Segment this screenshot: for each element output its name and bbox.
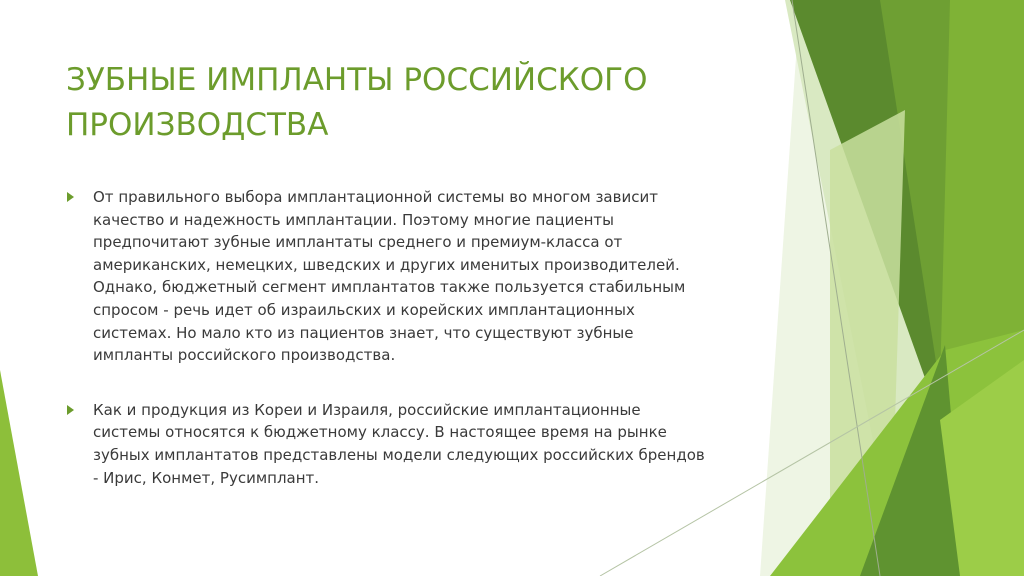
left-green-sliver xyxy=(0,370,38,576)
slide-body xyxy=(66,186,786,489)
bullet-item xyxy=(66,186,786,367)
bullet-text: От правильного выбора имплантационной системы во многом зависит качество и надежность имплантации. Поэтому многие пациенты предпочитают зубные имплантаты среднего и премиум-класса от американских, немецких, шведских и других именитых производителей. Однако, бюджетный сегмент имплантатов также пользуется стабильным спросом - речь идет об израильских и корейских имплантационных системах. Но мало кто из пациентов знает, что существуют зубные импланты российского производства. xyxy=(93,188,686,365)
bullet-arrow-icon xyxy=(67,405,74,415)
bullet-arrow-icon xyxy=(67,192,74,202)
bullet-item xyxy=(66,399,786,489)
bullet-text: Как и продукция из Кореи и Израиля, российские имплантационные системы относятся к бюджетному классу. В настоящее время на рынке зубных имплантатов представлены модели следующих российских брендов - Ирис, Конмет, Русимплант. xyxy=(93,400,705,487)
slide-title: ЗУБНЫЕ ИМПЛАНТЫ РОССИЙСКОГО ПРОИЗВОДСТВА xyxy=(66,62,648,143)
